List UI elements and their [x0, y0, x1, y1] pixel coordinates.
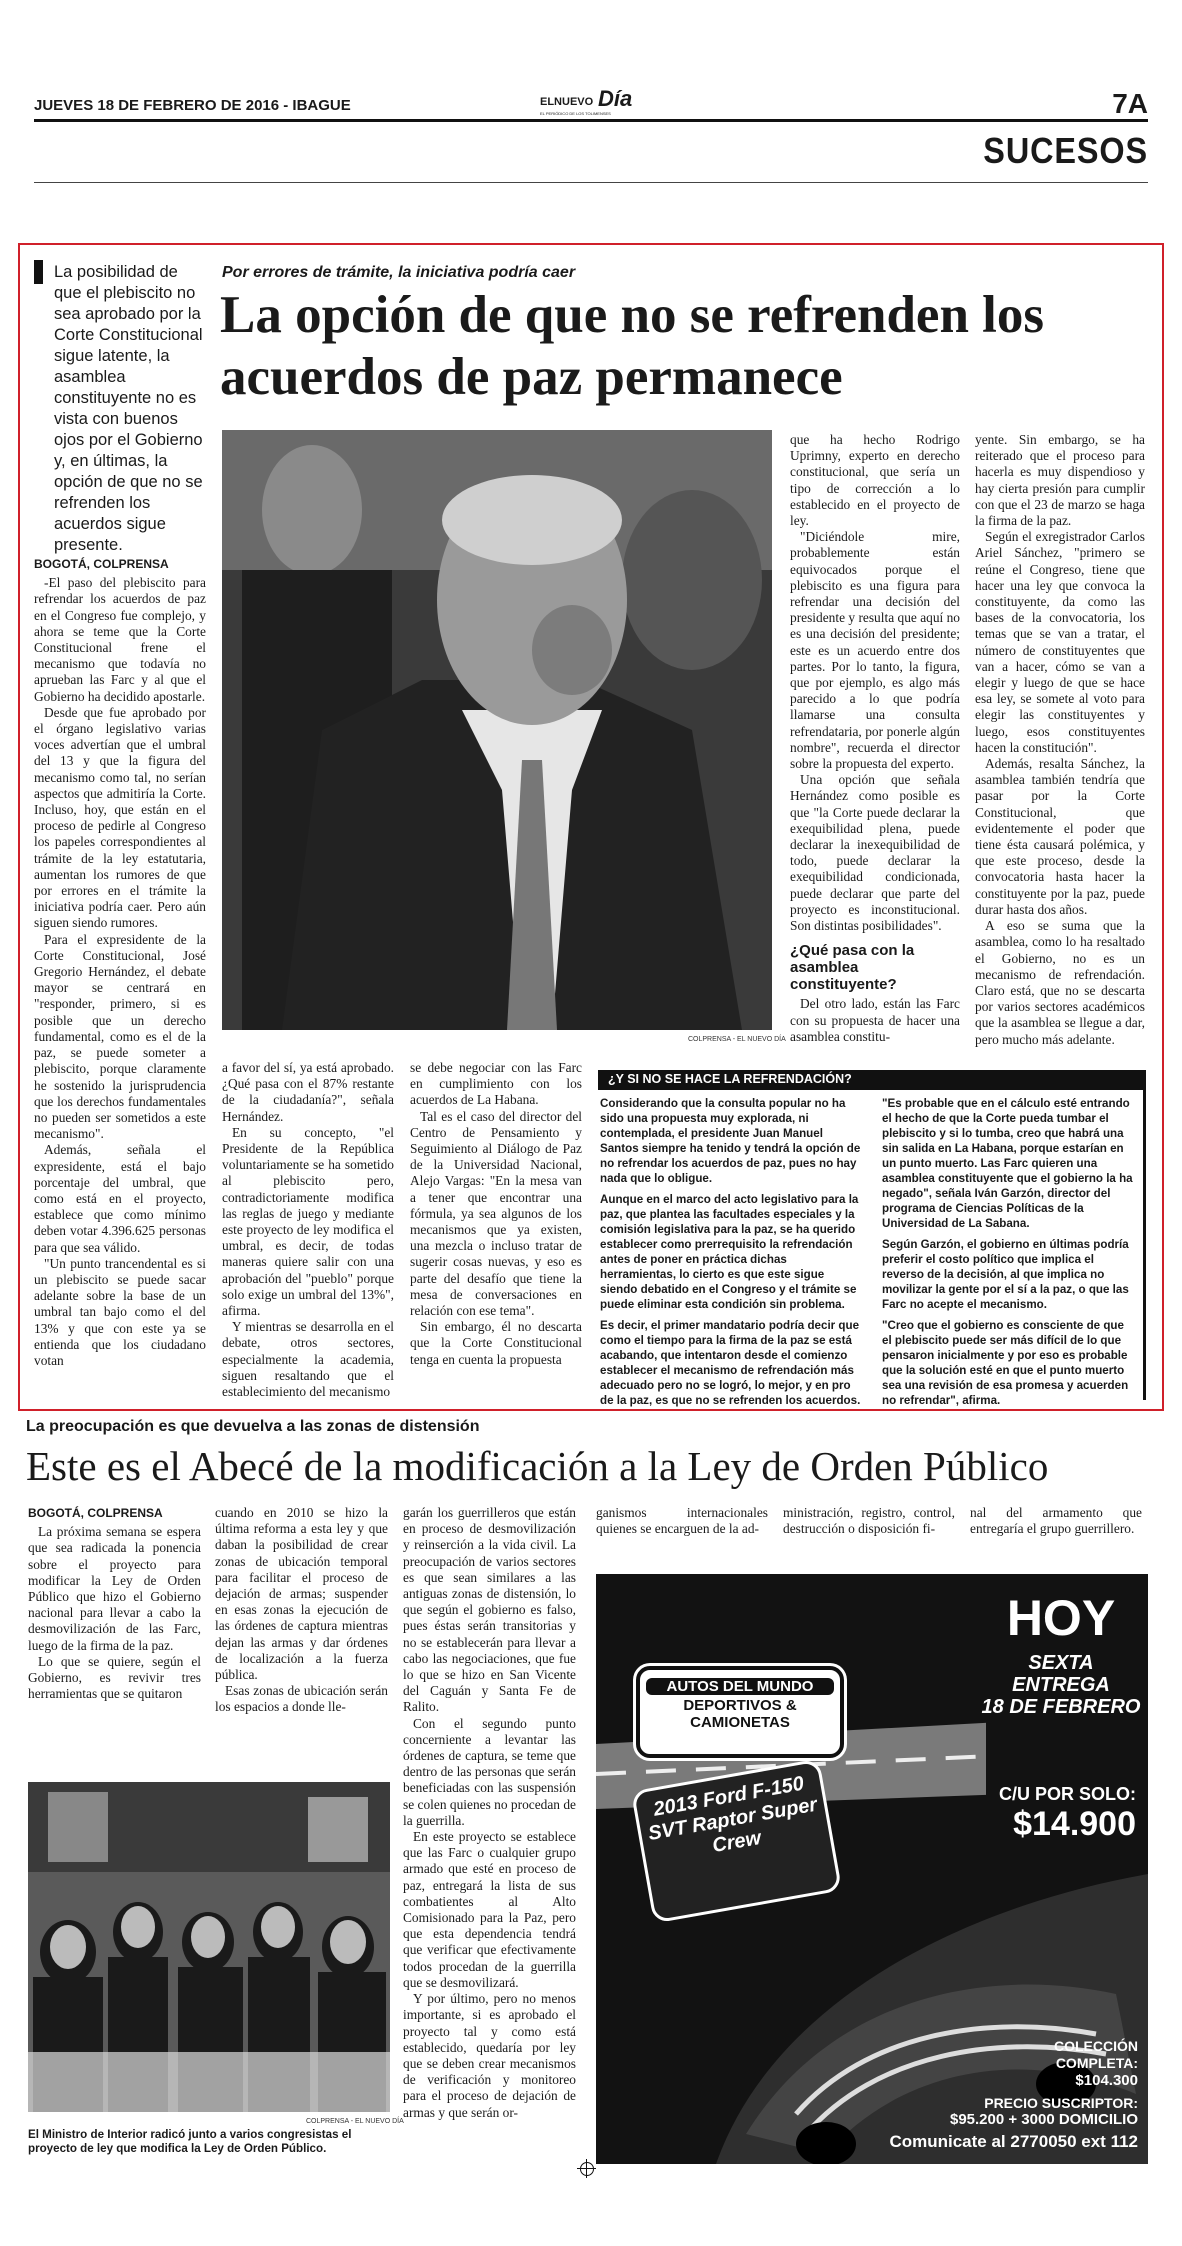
paragraph: Según el exregistrador Carlos Ariel Sánchez, "primero se reúne el Congreso, tiene que hacer una ley que convoca la constituyente, da como las bases de la convocatoria, los temas que se van a tratar, el número de constituyentes que van a hacer, cómo se van a elegir y luego de que se hace esa ley, se somete al voto para elegir las constituyentes y luego, esos constituyentes hacen la constitución". — [975, 529, 1145, 755]
story2-column-4 — [596, 1505, 768, 1537]
masthead-rule — [34, 119, 1148, 122]
story2-column-6 — [970, 1505, 1142, 1537]
summary-text: La posibilidad de que el plebiscito no sea aprobado por la Corte Constitucional sigue latente, la asamblea constituyente no es vista con buenos ojos por el Gobierno y, en últimas, la opción de que no se refrenden los acuerdos sigue presente. — [54, 263, 203, 554]
ad-price-block — [986, 1784, 1136, 1843]
minister-photo-caption: El Ministro de Interior radicó junto a varios congresistas el proyecto de ley que modifica la Ley de Orden Público. — [28, 2128, 352, 2155]
box-paragraph: "Creo que el gobierno es consciente de que el plebiscito puede ser más difícil de lo que pensaron inicialmente y por eso es probable que la solución esté en que el punto muerto sea una revisión de esa promesa y acuerden no refrendar", afirma. — [882, 1319, 1129, 1407]
story2-column-3 — [403, 1505, 576, 2121]
paragraph: Una opción que señala Hernández como posible es que "la Corte puede declarar la exequibilidad plena, puede declarar la inexequibilidad de todo, puede declarar la exequibilidad condicionada, puede declarar que parte del proyecto es inconstitucional. Son distintas posibilidades". — [790, 772, 960, 934]
story1-column-4 — [790, 432, 960, 1045]
ad-brand-badge — [636, 1666, 844, 1758]
paragraph: Con el segundo punto concerniente a levantar las órdenes de captura, se teme que dentro de las personas que serán beneficiadas con las suspensión se colen quienes no procedan de la guerrilla. — [403, 1715, 576, 1828]
ad-contact: Comunicate al 2770050 ext 112 — [889, 2132, 1138, 2151]
paragraph: Desde que fue aprobado por el órgano legislativo varias voces advertían que el umbral del 13 y que la figura del mecanismo como tal, no serían aspectos que admitiría la Corte. Incluso, hoy, que están en el proceso de pedirle al Congreso los papeles correspondientes al trámite de la ley estatutaria, aumentan los rumores de que por errores en el trámite la iniciativa podría caer. Pero aún siguen siendo rumores. — [34, 704, 206, 931]
story1-headline: La opción de que no se refrenden los acuerdos de paz permanece — [220, 286, 1045, 406]
paragraph: Y por último, pero no menos importante, si es aprobado el proyecto tal y como está establecido, quedaría por ley que se deben crear mecanismos de verificación y monitoreo para el proceso de dejación de armas y que serán or- — [403, 1991, 576, 2120]
story1-subhead: ¿Qué pasa con la asamblea constituyente? — [790, 942, 915, 994]
minister-photo-credit: COLPRENSA - EL NUEVO DÍA — [306, 2118, 404, 2125]
paragraph: a favor del sí, ya está aprobado. ¿Qué pasa con el 87% restante de la ciudadanía?", señala Hernández. — [222, 1060, 394, 1124]
paragraph: Para el expresidente de la Corte Constitucional, José Gregorio Hernández, el debate mayor se centrará en "responder, primero, si es posible que un derecho fundamental, como es el de la paz, se puede someter a plebiscito, porque claramente he sostenido la jurisprudencia que los derechos fundamentales no pueden ser sometidos a este mecanismo". — [34, 931, 206, 1142]
paragraph: yente. Sin embargo, se ha reiterado que el proceso para hacerla es muy dispendioso y hay cierta presión para cumplir con que el 23 de marzo se haga la firma de la paz. — [975, 432, 1145, 529]
ad-hoy: HOY — [1006, 1590, 1116, 1646]
box-paragraph: Aunque en el marco del acto legislativo para la paz, que plantea las facultades especiales y la comisión legislativa para la paz, se ha querido establecer como prerrequisito la refrendación antes de poner en práctica dichas herramientas, lo cierto es que este sigue siendo debatido en el Congreso y el trámite se puede eliminar esta condición sin problema. — [600, 1193, 859, 1311]
paragraph: Esas zonas de ubicación serán los espacios a donde lle- — [215, 1683, 388, 1715]
box-paragraph: Según Garzón, el gobierno en últimas podría preferir el costo político que implica el reverso de la decisión, al que implica no movilizar la gente por el sí a la paz, o que las Farc no acepte el mecanismo. — [882, 1238, 1129, 1311]
santos-photo — [222, 430, 772, 1030]
paragraph: "Un punto trancendental es si un plebiscito se puede sacar adelante sobre la base de un umbral tan bajo como el del 13% y que con este ya se entienda que los ciudadano votan — [34, 1255, 206, 1368]
paragraph: ganismos internacionales quienes se encarguen de la ad- — [596, 1505, 768, 1537]
story2-column-2 — [215, 1505, 388, 1716]
summary-bar — [34, 260, 43, 284]
paragraph: La próxima semana se espera que sea radicada la ponencia sobre el proyecto para modificar la Ley de Orden Público que hizo el Gobierno nacional para llevar a cabo la desmovilización de las Farc, luego de la firma de la paz. — [28, 1524, 201, 1653]
page-date: JUEVES 18 DE FEBRERO DE 2016 - IBAGUE — [34, 97, 351, 114]
paragraph: Además, resalta Sánchez, la asamblea también tendría que pasar por la Corte Constitucional, que evidentemente el poder que tiene ésta causará polémica, y que este proceso, desde la convocatoria hasta hacer la constituyente por la paz, puede durar hasta dos años. — [975, 756, 1145, 917]
section-rule — [34, 182, 1148, 183]
story1-column-3 — [410, 1060, 582, 1368]
registration-mark-icon — [580, 2162, 594, 2176]
logo-small: ELNUEVO — [540, 96, 594, 108]
ad-coleccion-label: COLECCIÓN COMPLETA: — [1054, 2038, 1138, 2071]
paragraph: En este proyecto se establece que las Farc o cualquier grupo armado que esté en proceso de paz, entregará la lista de sus combatientes al Alto Comisionado para la Paz, pero que esta dependencia tendrá que verificar que efectivamente todos procedan de la guerrilla que se desmovilizará. — [403, 1829, 576, 1990]
paragraph: garán los guerrilleros que están en proceso de desmovilización y reinserción a la vida civil. La preocupación de varios sectores es que sean similares a las antiguas zonas de distensión, lo que según el gobierno es falso, pues éstas serán transitorias y no se establecerán para llevar a cabo las negociaciones, que fue lo que se hizo en San Vicente del Caguán y Santa Fe de Ralito. — [403, 1505, 576, 1715]
ad-brand-1: AUTOS DEL MUNDO — [646, 1678, 834, 1695]
story1-dateline: BOGOTÁ, COLPRENSA — [34, 557, 169, 571]
section-title: SUCESOS — [983, 130, 1148, 171]
ad-suscriptor-price: $95.200 + 3000 DOMICILIO — [949, 2111, 1138, 2128]
story2-dateline: BOGOTÁ, COLPRENSA — [28, 1506, 163, 1520]
box-paragraph: Considerando que la consulta popular no ha sido una propuesta muy explorada, ni contemplada, el presidente Juan Manuel Santos siempre ha tenido y tendrá la opción de no refrendar los acuerdos de paz, pues no hay nada que lo obligue. — [600, 1097, 861, 1185]
paragraph: "Diciéndole mire, probablemente están equivocados porque el plebiscito es una figura para refrendar una decisión del presidente y resulta que aquí no es una decisión del presidente; este es un acuerdo entre dos partes. Por lo tanto, la figura, que por ejemplo, es algo más parecido a lo que podría llamarse una consulta refrendataria, por ponerle algún nombre", recuerda el director sobre la propuesta del experto. — [790, 529, 960, 772]
paragraph: Lo que se quiere, según el Gobierno, es revivir tres herramientas que se quitaron — [28, 1653, 201, 1702]
story2-column-5 — [783, 1505, 955, 1537]
ad-brand-2: DEPORTIVOS & — [683, 1697, 797, 1714]
paragraph: cuando en 2010 se hizo la última reforma a esta ley y que daban la posibilidad de crear zonas de ubicación temporal para facilitar el proceso de dejación de armas; suspender en esas zonas la ejecución de las órdenes de captura mientras dejan las armas y dar órdenes de localización a la fuerza pública. — [215, 1505, 388, 1683]
paragraph: se debe negociar con las Farc en cumplimiento con los acuerdos de La Habana. — [410, 1060, 582, 1108]
paragraph: -El paso del plebiscito para refrendar los acuerdos de paz en el Congreso fue complejo, y ahora se teme que la Corte Constitucional frene el mecanismo que todavía no aprueban las Farc y al que el Gobierno ha decidido apostarle. — [34, 575, 206, 704]
ad-car-model: 2013 Ford F-150 SVT Raptor Super Crew — [646, 1772, 819, 1858]
box-paragraph: Es decir, el primer mandatario podría decir que como el tiempo para la firma de la paz se está acabando, que intentaron desde el comienzo establecer el mecanismo de refrendación más adecuado pero no se logró, lo mejor, y en pro de la paz, es que no se refrenden los acuerdos. — [600, 1319, 861, 1407]
ad-fecha: 18 DE FEBRERO — [981, 1696, 1141, 1718]
box-title: ¿Y SI NO SE HACE LA REFRENDACIÓN? — [598, 1070, 1143, 1090]
story1-column-1 — [34, 556, 206, 1369]
paragraph: ministración, registro, control, destrucción o disposición fi- — [783, 1505, 955, 1537]
paragraph: En su concepto, "el Presidente de la República voluntariamente se ha sometido al plebiscito pero, contradictoriamente modifica las reglas de juego y mediante este proyecto de ley modifica el umbral, es decir, de todas maneras quiere salir con una aprobación del "pueblo" porque solo exige un umbral del 13%", afirma. — [222, 1124, 394, 1319]
ad-bottom-block — [838, 2038, 1138, 2152]
page-number: 7A — [1112, 88, 1148, 119]
registration-cross-v — [586, 2159, 587, 2178]
box-paragraph: "Es probable que en el cálculo esté entrando el hecho de que la Corte pueda tumbar el plebiscito y si lo tumba, creo que habrá una sin salida en La Habana, porque estarían en un punto muerto. Las Farc quieren una asamblea constituyente que el gobierno la ha negado", señala Iván Garzón, director del programa de Ciencias Políticas de la Universidad de La Sabana. — [882, 1097, 1133, 1230]
paragraph: que ha hecho Rodrigo Uprimny, experto en derecho constitucional, que sería un tipo de corrección a lo establecido en el proyecto de ley. — [790, 432, 960, 529]
story2-kicker: La preocupación es que devuelva a las zonas de distensión — [26, 1418, 480, 1435]
paragraph: Del otro lado, están las Farc con su propuesta de hacer una asamblea constitu- — [790, 996, 960, 1044]
autos-ad — [596, 1574, 1148, 2164]
ad-suscriptor-label: PRECIO SUSCRIPTOR: — [984, 2095, 1138, 2111]
refrendacion-box — [598, 1070, 1146, 1407]
minister-photo — [28, 1782, 390, 2112]
box-left-column — [600, 1096, 862, 1414]
newspaper-logo — [540, 86, 670, 118]
ad-sexta: SEXTA — [1028, 1652, 1094, 1674]
paragraph: Y mientras se desarrolla en el debate, otros sectores, especialmente la academia, siguen resaltando que el establecimiento del mecanismo — [222, 1319, 394, 1400]
santos-photo-credit: COLPRENSA - EL NUEVO DÍA — [688, 1036, 786, 1043]
logo-big: Día — [598, 86, 633, 111]
paragraph: Sin embargo, él no descarta que la Corte Constitucional tenga en cuenta la propuesta — [410, 1319, 582, 1367]
story2-column-1 — [28, 1505, 201, 1702]
ad-coleccion-price: $104.300 — [1075, 2072, 1138, 2089]
story2-headline: Este es el Abecé de la modificación a la Ley de Orden Público — [26, 1443, 1049, 1489]
ad-brand-3: CAMIONETAS — [690, 1714, 790, 1731]
paragraph: Además, señala el expresidente, está el bajo porcentaje del umbral, que como está en el proyecto, establece que como mínimo deben votar 4.396.625 personas para que sea válido. — [34, 1142, 206, 1255]
paragraph: Tal es el caso del director del Centro de Pensamiento y Seguimiento al Diálogo de Paz de la Universidad Nacional, Alejo Vargas: "En la mesa van a tener que encontrar una fórmula, ya sea algunos de los mecanismos que ya existen, una mezcla o incluso tratar de sugerir cosas nuevas, y eso es parte del desafío que tiene la mesa de conversaciones en relación con ese tema". — [410, 1108, 582, 1319]
story1-column-5 — [975, 432, 1145, 1048]
story1-kicker: Por errores de trámite, la iniciativa podría caer — [222, 264, 576, 281]
story1-column-2 — [222, 1060, 394, 1400]
logo-tagline: EL PERIÓDICO DE LOS TOLIMENSES — [540, 111, 611, 116]
paragraph: nal del armamento que entregaría el grupo guerrillero. — [970, 1505, 1142, 1537]
paragraph: A eso se suma que la asamblea, como lo ha resaltado el Gobierno, no es un mecanismo de refrendación. Claro está, que no se descarta por varios sectores académicos que la asamblea se llegue a dar, pero mucho más adelante. — [975, 918, 1145, 1047]
ad-price: $14.900 — [1013, 1805, 1136, 1843]
ad-date-block — [976, 1592, 1146, 1718]
ad-entrega: ENTREGA — [1012, 1674, 1110, 1696]
ad-cu-label: C/U POR SOLO: — [998, 1784, 1136, 1804]
box-right-column — [882, 1096, 1134, 1414]
